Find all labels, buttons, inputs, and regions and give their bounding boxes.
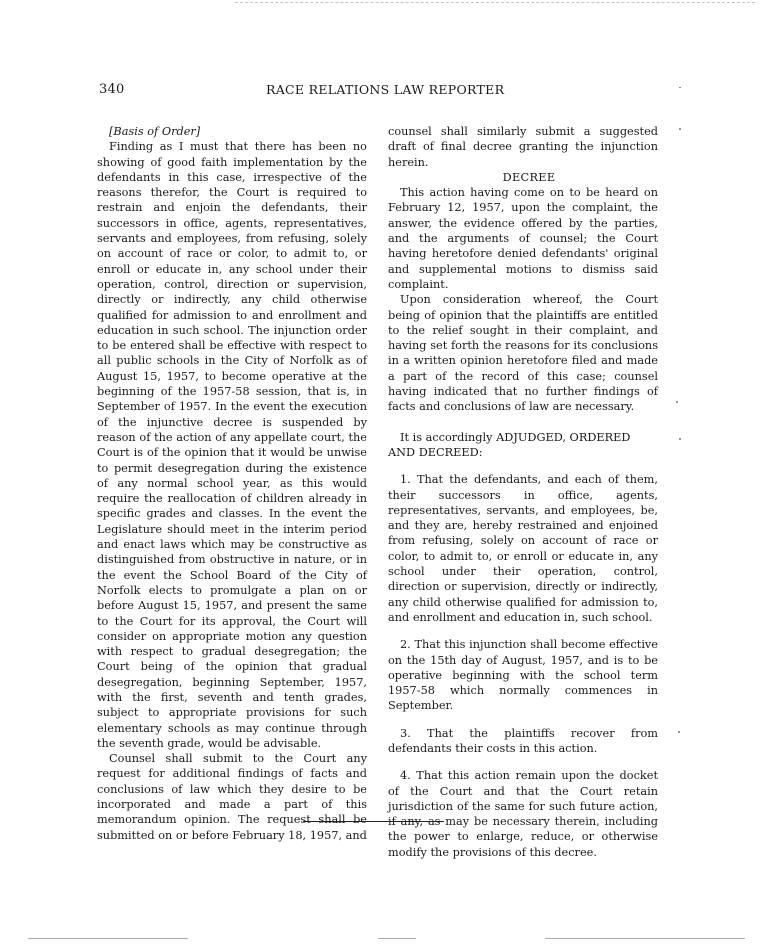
- paragraph-counsel-request: Counsel shall submit to the Court any request for additional findings of facts and conclusions of law which they desire to be incorporated and made a part of this memorandum opinion. The request shall be submitted on or before February 18, 1957, and: [97, 752, 367, 842]
- paragraph-finding: Finding as I must that there has been no showing of good faith implementation by the defendants in this case, irrespective of the reasons therefor, the Court is required to restrain and enjoin the defendants, their successors in office, agents, representatives, servants and employees, from refusing, solely on account of race or color, to admit to, or enroll or educate in, any school under their operation, control, direction or supervision, directly or indirectly, any child otherwise qualified for admission to and enrollment and education in such school. The injunction order to be entered shall be effective with respect to all public schools in the City of Norfolk as of August 15, 1957, to become operative at the beginning of the 1957-58 session, that is, in September of 1957. In the event the execution of the injunctive decree is suspended by reason of the action of any appellate court, the Court is of the opinion that it would be unwise to permit desegregation during the existence of any normal school year, as this would require the reallocation of children already in specific grades and classes. In the event the Legislature should meet in the interim period and enact laws which may be constructive as distinguished from obstructive in nature, or in the event the School Board of the City of Norfolk elects to promulgate a plan on or before August 15, 1957, and present the same to the Court for its approval, the Court will consider on appropriate motion any question with respect to gradual desegregation; the Court being of the opinion that gradual desegregation, beginning September, 1957, with the first, seventh and tenth grades, subject to appropriate provisions for such elementary schools as may continue through the seventh grade, would be advisable.: [97, 140, 367, 750]
- scan-speck: [676, 401, 678, 403]
- paragraph-continuation: counsel shall similarly submit a suggested draft of final decree granting the injunction herein.: [388, 125, 658, 169]
- decree-heading: DECREE: [502, 170, 556, 184]
- scan-speck: [679, 87, 681, 88]
- adjudged-ordered-decreed: It is accordingly ADJUDGED, ORDERED AND DECREED:: [388, 430, 631, 459]
- scan-speck: [679, 438, 681, 440]
- decree-item-4: 4. That this action remain upon the docket of the Court and that the Court retain jurisdiction of the same for such future action, if any, as may be necessary therein, including the power to enlarge, reduce, or otherwise modify the provisions of this decree.: [388, 769, 658, 859]
- decree-item-3: 3. That the plaintiffs recover from defendants their costs in this action.: [388, 726, 658, 755]
- bottom-scan-line: [378, 938, 416, 939]
- left-column: [97, 124, 367, 843]
- bottom-scan-line: [545, 938, 745, 939]
- scan-speck: [678, 731, 680, 733]
- top-edge-dotted-line: [235, 2, 755, 3]
- running-title: RACE RELATIONS LAW REPORTER: [266, 82, 505, 97]
- page-number: 340: [99, 82, 125, 97]
- decree-paragraph-consideration: Upon consideration whereof, the Court being of opinion that the plaintiffs are entitled to the relief sought in their complaint, and having set forth the reasons for its conclusions in a written opinion heretofore filed and made a part of the record of this case; counsel having indicated that no further findings of facts and conclusions of law are necessary.: [388, 293, 658, 414]
- end-of-section-rule: [303, 821, 444, 822]
- decree-item-1: 1. That the defendants, and each of them, their successors in office, agents, representatives, servants, and employees, be, and they are, hereby restrained and enjoined from refusing, solely on account of race or color, to admit to, or enroll or educate in, any school under their operation, control, direction or supervision, directly or indirectly, any child otherwise qualified for admission to, and enrollment and education in, such school.: [388, 473, 658, 624]
- decree-paragraph-hearing: This action having come on to be heard on February 12, 1957, upon the complaint, the answer, the evidence offered by the parties, and the arguments of counsel; the Court having heretofore denied defendants' original and supplemental motions to dismiss said complaint.: [388, 186, 658, 291]
- bottom-scan-line: [28, 938, 188, 939]
- right-column: [388, 124, 658, 860]
- scan-speck: [679, 128, 681, 130]
- section-heading-basis-of-order: [Basis of Order]: [109, 125, 201, 138]
- decree-item-2: 2. That this injunction shall become effective on the 15th day of August, 1957, and is to be operative beginning with the school term 1957-58 which normally commences in September.: [388, 638, 658, 713]
